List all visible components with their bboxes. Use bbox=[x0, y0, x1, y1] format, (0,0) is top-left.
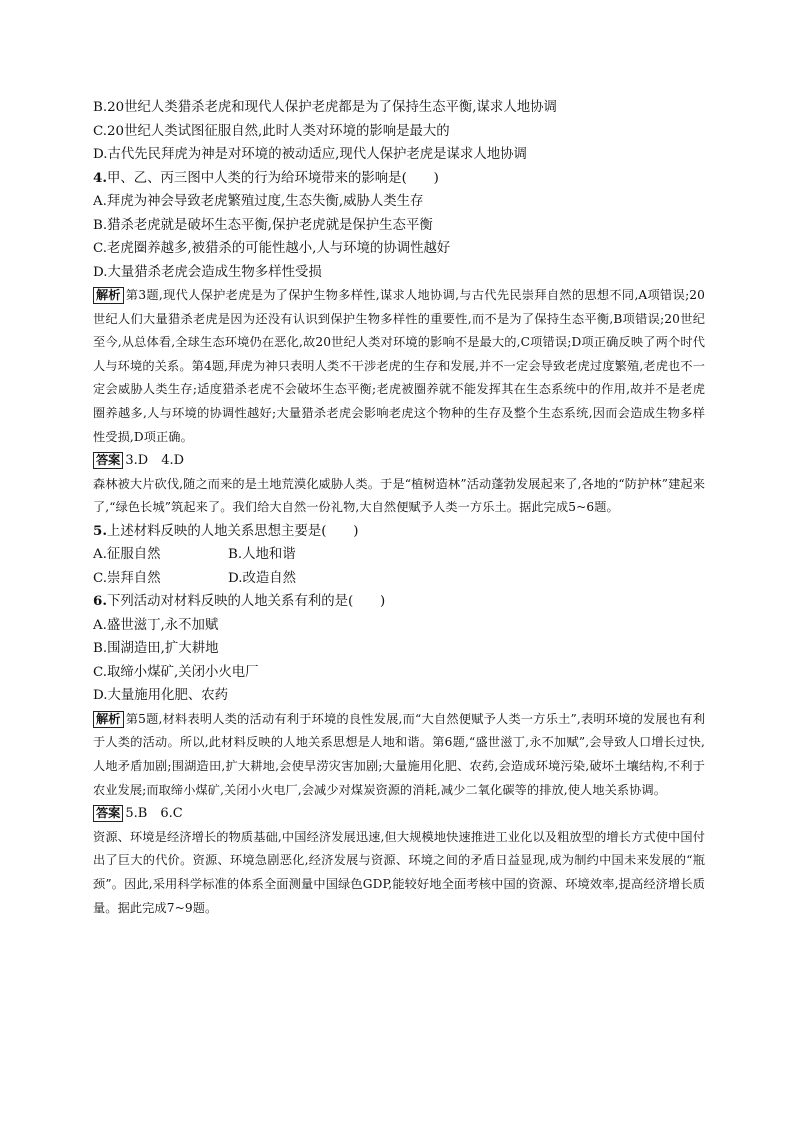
q6-option-c: C.取缔小煤矿,关闭小火电厂 bbox=[93, 664, 259, 680]
material-7-9: 资源、环境是经济增长的物质基础,中国经济发展迅速,但大规模地快速推进工业化以及粗放型的增长方式使中国付出了巨大的代价。资源、环境急剧恶化,经济发展与资源、环境之间的矛盾日益显现,成为制约中国未来发展的“瓶颈”。因此,采用科学标准的体系全面测量中国绿色GDP,能较好地全面考核中国的资源、环境效率,提高经济增长质量。据此完成7~9题。 bbox=[93, 829, 705, 915]
question-6-number: 6. bbox=[93, 593, 107, 610]
question-6-text: 下列活动对材料反映的人地关系有利的是( ) bbox=[106, 594, 386, 610]
page-content bbox=[93, 96, 705, 920]
q4-option-a: A.拜虎为神会导致老虎繁殖过度,生态失衡,威胁人类生存 bbox=[93, 194, 424, 209]
question-6 bbox=[93, 590, 705, 614]
analysis-3-4 bbox=[93, 284, 705, 449]
question-4-text: 甲、乙、丙三图中人类的行为给环境带来的影响是( ) bbox=[106, 170, 439, 186]
question-5-number: 5. bbox=[93, 522, 107, 539]
material-5-6: 森林被大片砍伐,随之而来的是土地荒漠化威胁人类。于是“植树造林”活动蓬勃发展起来了,各地的“防护林”建起来了,“绿色长城”筑起来了。我们给大自然一份礼物,大自然便赋予人类一方乐土。据此完成5~6题。 bbox=[93, 476, 705, 515]
q4-option-d: D.大量猎杀老虎会造成生物多样性受损 bbox=[93, 264, 322, 280]
q5-options-row-2 bbox=[93, 567, 705, 591]
question-4-number: 4. bbox=[93, 169, 107, 186]
q4-option-c: C.老虎圈养越多,被猎杀的可能性越小,人与环境的协调性越好 bbox=[93, 241, 451, 256]
analysis-3-4-text: 第3题,现代人保护老虎是为了保护生物多样性,谋求人地协调,与古代先民崇拜自然的思想不同,A项错误;20世纪人们大量猎杀老虎是因为还没有认识到保护生物多样性的重要性,而不是为了保持生态平衡,B项错误;20世纪至今,从总体看,全球生态环境仍在恶化,故20世纪人类对环境的影响不是最大的,C项错误;D项正确反映了两个时代人与环境的关系。第4题,拜虎为神只表明人类不干涉老虎的生存和发展,并不一定会导致老虎过度繁殖,老虎也不一定会威胁人类生存;适度猎杀老虎不会破坏生态平衡;老虎被圈养就不能发挥其在生态系统中的作用,故并不是老虎圈养越多,人与环境的协调性越好;大量猎杀老虎会影响老虎这个物种的生存及整个生态系统,因而会造成生物多样性受损,D项正确。 bbox=[93, 288, 705, 444]
q5-option-d: D.改造自然 bbox=[228, 570, 297, 586]
q5-options-row-1 bbox=[93, 543, 705, 567]
answer-3-4 bbox=[93, 449, 705, 473]
q5-option-a: A.征服自然 bbox=[93, 547, 161, 563]
q6-option-a: A.盛世滋丁,永不加赋 bbox=[93, 617, 219, 633]
question-5 bbox=[93, 520, 705, 544]
analysis-5-6 bbox=[93, 708, 705, 802]
q4-option-b: B.猎杀老虎就是破坏生态平衡,保护老虎就是保护生态平衡 bbox=[93, 217, 433, 233]
answer-3-4-text: 3.D 4.D bbox=[125, 453, 185, 469]
answer-tag: 答案 bbox=[93, 805, 123, 822]
q3-option-c: C.20世纪人类试图征服自然,此时人类对环境的影响是最大的 bbox=[93, 123, 450, 139]
q6-option-b: B.围湖造田,扩大耕地 bbox=[93, 641, 219, 657]
question-5-text: 上述材料反映的人地关系思想主要是( ) bbox=[106, 523, 359, 539]
answer-tag: 答案 bbox=[93, 452, 123, 469]
q5-option-b: B.人地和谐 bbox=[228, 547, 296, 563]
q3-option-d: D.古代先民拜虎为神是对环境的被动适应,现代人保护老虎是谋求人地协调 bbox=[93, 147, 527, 162]
answer-5-6-text: 5.B 6.C bbox=[125, 806, 183, 822]
q6-option-d: D.大量施用化肥、农药 bbox=[93, 688, 229, 704]
answer-5-6 bbox=[93, 802, 705, 826]
analysis-5-6-text: 第5题,材料表明人类的活动有利于环境的良性发展,而“大自然便赋予人类一方乐土”,表明环境的发展也有利于人类的活动。所以,此材料反映的人地关系思想是人地和谐。第6题,“盛世滋丁,永不加赋”,会导致人口增长过快,人地矛盾加剧;围湖造田,扩大耕地,会使旱涝灾害加剧;大量施用化肥、农药,会造成环境污染,破坏土壤结构,不利于农业发展;而取缔小煤矿,关闭小火电厂,会减少对煤炭资源的消耗,减少二氧化碳等的排放,使人地关系协调。 bbox=[93, 711, 705, 797]
question-4 bbox=[93, 167, 705, 191]
analysis-tag: 解析 bbox=[93, 711, 124, 728]
q5-option-c: C.崇拜自然 bbox=[93, 570, 161, 586]
q3-option-b: B.20世纪人类猎杀老虎和现代人保护老虎都是为了保持生态平衡,谋求人地协调 bbox=[93, 100, 557, 115]
analysis-tag: 解析 bbox=[93, 287, 124, 304]
